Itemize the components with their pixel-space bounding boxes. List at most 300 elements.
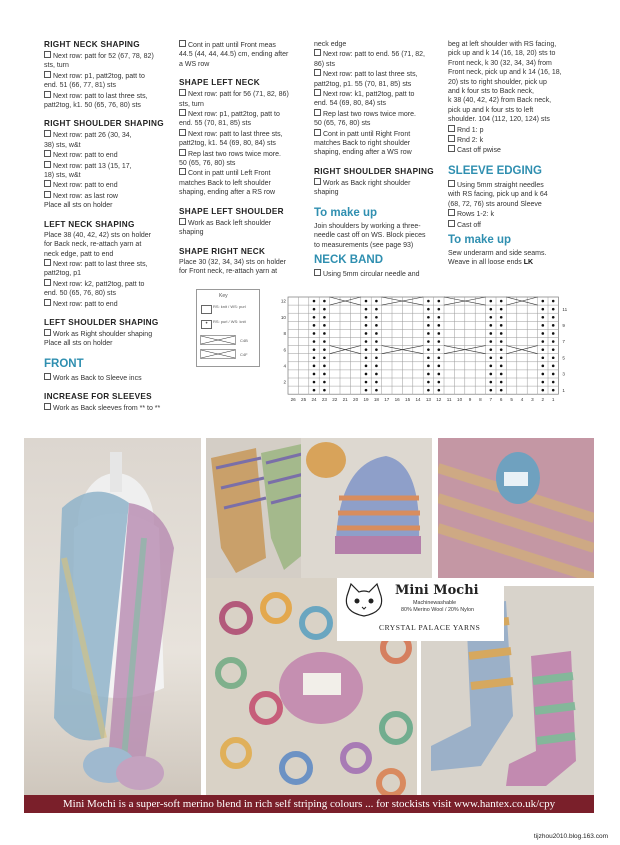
purl-stitch-dot <box>552 332 555 335</box>
column-3 <box>314 40 438 288</box>
checkbox-icon <box>314 129 321 136</box>
row-label: 5 <box>562 355 565 361</box>
text-line: Next row: patt to end <box>44 150 168 160</box>
row-label: 11 <box>562 306 568 312</box>
key-label-knit: RS: knit / WS: purl <box>213 304 246 309</box>
text-line: 50 (65, 76, 80) sts <box>179 160 236 168</box>
column-label: 14 <box>415 397 421 403</box>
purl-stitch-dot <box>313 373 316 376</box>
text-line: patt2tog, p1. 55 (70, 81, 85) sts <box>314 80 412 88</box>
text-line: Work as Back to Sleeve incs <box>44 373 168 383</box>
sleeve-edging <box>448 165 574 230</box>
purl-stitch-dot <box>490 381 493 384</box>
front-heading: FRONT <box>44 357 84 370</box>
purl-stitch-dot <box>323 332 326 335</box>
make-up-heading: To make up <box>314 206 378 219</box>
text-line: a WS row <box>179 60 210 68</box>
purl-stitch-dot <box>427 324 430 327</box>
text-line: k 38 (40, 42, 42) from Back neck, <box>448 97 552 105</box>
checkbox-icon <box>44 403 51 410</box>
purl-stitch-dot <box>490 332 493 335</box>
column-label: 2 <box>541 397 545 403</box>
text-line: and k four sts to Back neck, <box>448 88 534 96</box>
checkbox-icon <box>44 161 51 168</box>
final-line: Weave in all loose ends LK <box>448 259 534 267</box>
checkbox-icon <box>448 209 455 216</box>
checkbox-icon <box>314 178 321 185</box>
purl-stitch-dot <box>500 324 503 327</box>
column-label: 25 <box>301 397 307 403</box>
column-label: 16 <box>394 397 400 403</box>
chart-key <box>196 289 260 367</box>
text-line: Next row: patt for 56 (71, 82, 86) <box>179 89 303 99</box>
text-line: Rep last two rows twice more. <box>314 109 438 119</box>
section-heading: SHAPE LEFT NECK <box>179 78 260 88</box>
right-neck-cont <box>314 40 438 158</box>
text-line: shaping <box>314 189 339 197</box>
purl-stitch-dot <box>365 356 368 359</box>
purl-stitch-dot <box>313 348 316 351</box>
purl-stitch-dot <box>323 365 326 368</box>
footer-banner: Mini Mochi is a super-soft merino blend in rich self striping colours ... for stockists visit www.hantex.co.uk/cpy <box>24 795 594 813</box>
text-line: shaping <box>179 229 204 237</box>
row-label: 4 <box>283 363 286 369</box>
checkbox-icon <box>179 149 186 156</box>
text-line: Rnd 2: k <box>448 135 574 145</box>
purl-stitch-dot <box>542 381 545 384</box>
key-label-purl: RS: purl / WS: knit <box>213 319 246 324</box>
cat-logo-icon <box>341 582 387 620</box>
brand-name: Mini Mochi <box>395 583 479 598</box>
text-line: end. 55 (70, 81, 85) sts <box>179 120 251 128</box>
text-line: (68, 72, 76) sts around Sleeve <box>448 200 542 208</box>
purl-stitch-dot <box>365 332 368 335</box>
purl-stitch-dot <box>552 340 555 343</box>
key-title: Key <box>219 293 228 299</box>
text-line: Place all sts on holder <box>44 340 113 348</box>
purl-stitch-dot <box>375 389 378 392</box>
neck-band-cont <box>448 40 574 156</box>
purl-stitch-dot <box>490 365 493 368</box>
text-line: Join shoulders by working a three- <box>314 222 421 230</box>
purl-stitch-dot <box>490 308 493 311</box>
front-section <box>44 358 168 383</box>
column-label: 12 <box>436 397 442 403</box>
text-line: Work as Back sleeves from ** to ** <box>44 403 168 413</box>
purl-stitch-dot <box>365 389 368 392</box>
text-line: Cont in patt until Left Front <box>179 168 303 178</box>
column-label: 9 <box>468 397 472 403</box>
purl-stitch-dot <box>375 373 378 376</box>
text-line: matches Back to right shoulder <box>314 140 411 148</box>
purl-stitch-dot <box>438 308 441 311</box>
purl-stitch-dot <box>542 316 545 319</box>
column-1 <box>44 40 168 423</box>
purl-stitch-dot <box>552 308 555 311</box>
checkbox-icon <box>44 259 51 266</box>
column-label: 18 <box>373 397 379 403</box>
row-label: 2 <box>283 379 286 385</box>
text-line: for Back neck, re-attach yarn at <box>44 241 142 249</box>
purl-stitch-dot <box>323 308 326 311</box>
text-line: Next row: patt to last three sts, <box>44 259 168 269</box>
text-line: Using 5mm circular needle and <box>314 269 438 279</box>
column-label: 17 <box>384 397 390 403</box>
text-line: needle cast off on WS. Block pieces <box>314 232 426 240</box>
column-label: 5 <box>510 397 513 403</box>
purl-stitch-dot <box>500 365 503 368</box>
text-line: Next row: patt 26 (30, 34, <box>44 130 168 140</box>
brand-line1: Machinewashable <box>413 600 457 606</box>
purl-stitch-dot <box>542 300 545 303</box>
purl-stitch-dot <box>490 300 493 303</box>
purl-stitch-dot <box>313 308 316 311</box>
purl-stitch-dot <box>365 373 368 376</box>
section-heading: INCREASE FOR SLEEVES <box>44 392 152 402</box>
hat-photo <box>301 438 432 578</box>
purl-stitch-dot <box>427 332 430 335</box>
purl-stitch-dot <box>438 389 441 392</box>
purl-stitch-dot <box>323 300 326 303</box>
chart-grid <box>278 293 578 411</box>
purl-stitch-dot <box>500 348 503 351</box>
column-label: 23 <box>321 397 327 403</box>
to-make-up <box>314 207 438 250</box>
purl-stitch-dot <box>542 324 545 327</box>
purl-stitch-dot <box>375 324 378 327</box>
purl-stitch-dot <box>438 373 441 376</box>
purl-stitch-dot <box>500 389 503 392</box>
text-line: Rows 1-2: k <box>448 209 574 219</box>
text-line: 50 (65, 76, 80) sts <box>314 120 371 128</box>
column-label: 24 <box>311 397 317 403</box>
purl-stitch-dot <box>542 356 545 359</box>
text-line: Using 5mm straight needles <box>448 180 574 190</box>
purl-stitch-dot <box>323 340 326 343</box>
left-shoulder-shaping <box>44 318 168 349</box>
text-line: Next row: patt to last three sts, <box>179 129 303 139</box>
purl-stitch-dot <box>313 389 316 392</box>
column-label: 4 <box>520 397 524 403</box>
text-line: neck edge, patt to end <box>44 250 114 258</box>
checkbox-icon <box>44 329 51 336</box>
purl-stitch-dot <box>490 373 493 376</box>
text-line: Work as Back right shoulder <box>314 178 438 188</box>
row-label: 8 <box>283 331 286 337</box>
row-label: 12 <box>280 298 286 304</box>
purl-stitch-dot <box>438 300 441 303</box>
text-line: Cont in patt until Front meas <box>179 40 303 50</box>
checkbox-icon <box>448 180 455 187</box>
purl-stitch-dot <box>427 340 430 343</box>
purl-stitch-dot <box>490 356 493 359</box>
purl-stitch-dot <box>542 373 545 376</box>
section-heading: RIGHT SHOULDER SHAPING <box>314 166 434 176</box>
checkbox-icon <box>448 135 455 142</box>
text-line: patt2tog, p1 <box>44 270 81 278</box>
text-line: end. 51 (66, 77, 81) sts <box>44 82 116 90</box>
column-label: 1 <box>551 397 555 403</box>
purl-stitch-dot <box>552 348 555 351</box>
neck-band <box>314 254 438 279</box>
key-c4b-symbol <box>200 335 236 345</box>
text-line: shaping, ending after a WS row <box>314 149 412 157</box>
purl-stitch-dot <box>313 300 316 303</box>
key-c4f-symbol <box>200 349 236 359</box>
purl-stitch-dot <box>552 316 555 319</box>
text-line: Place all sts on holder <box>44 202 113 210</box>
purl-stitch-dot <box>313 316 316 319</box>
purl-stitch-dot <box>375 356 378 359</box>
shape-right-neck <box>179 247 303 277</box>
purl-stitch-dot <box>500 316 503 319</box>
text-line: 38) sts, w&t <box>44 141 81 149</box>
row-label: 10 <box>280 314 286 320</box>
checkbox-icon <box>314 89 321 96</box>
purl-stitch-dot <box>375 365 378 368</box>
row-label: 3 <box>562 371 565 377</box>
sleeve-edging-heading: SLEEVE EDGING <box>448 164 542 177</box>
column-label: 7 <box>489 397 493 403</box>
left-neck-shaping <box>44 220 168 309</box>
column-label: 22 <box>332 397 338 403</box>
purl-stitch-dot <box>365 365 368 368</box>
purl-stitch-dot <box>552 365 555 368</box>
shape-left-neck <box>179 78 303 197</box>
to-make-up-final <box>448 234 574 268</box>
column-label: 20 <box>353 397 359 403</box>
source-credit: tijzhou2010.blog.163.com <box>533 833 608 840</box>
purl-stitch-dot <box>542 308 545 311</box>
purl-stitch-dot <box>323 373 326 376</box>
column-label: 11 <box>446 397 452 403</box>
purl-stitch-dot <box>500 340 503 343</box>
purl-stitch-dot <box>542 365 545 368</box>
row-label: 9 <box>562 322 565 328</box>
purl-stitch-dot <box>552 389 555 392</box>
text-line: Work as Back left shoulder <box>179 218 303 228</box>
section-heading: LEFT NECK SHAPING <box>44 219 135 229</box>
stitch-chart <box>196 289 574 413</box>
purl-stitch-dot <box>375 332 378 335</box>
purl-stitch-dot <box>427 348 430 351</box>
checkbox-icon <box>448 145 455 152</box>
purl-stitch-dot <box>438 332 441 335</box>
text-line: Next row: p1, patt2tog, patt to <box>179 109 303 119</box>
text-line: Cast off pwise <box>448 145 574 155</box>
text-line: Cont in patt until Right Front <box>314 129 438 139</box>
checkbox-icon <box>179 168 186 175</box>
checkbox-icon <box>44 373 51 380</box>
purl-stitch-dot <box>427 316 430 319</box>
purl-stitch-dot <box>490 316 493 319</box>
right-neck-shaping <box>44 40 168 110</box>
text-line: Place 38 (40, 42, 42) sts on holder <box>44 231 152 239</box>
purl-stitch-dot <box>365 324 368 327</box>
section-heading: RIGHT SHOULDER SHAPING <box>44 119 164 129</box>
purl-stitch-dot <box>500 356 503 359</box>
text-line: Next row: patt for 52 (67, 78, 82) <box>44 51 168 61</box>
text-line: Front neck, k 30 (32, 34, 34) from <box>448 59 552 67</box>
right-shoulder-shaping-front <box>314 167 438 198</box>
checkbox-icon <box>44 130 51 137</box>
checkbox-icon <box>179 89 186 96</box>
purl-stitch-dot <box>552 373 555 376</box>
purl-stitch-dot <box>500 373 503 376</box>
section-heading: LEFT SHOULDER SHAPING <box>44 317 159 327</box>
checkbox-icon <box>179 129 186 136</box>
text-line: Sew underarm and side seams. <box>448 249 547 257</box>
column-label: 21 <box>342 397 348 403</box>
text-line: beg at left shoulder with RS facing, <box>448 41 557 48</box>
text-line: for Front neck, re-attach yarn at <box>179 267 278 275</box>
increase-for-sleeves <box>44 392 168 413</box>
text-line: end. 50 (65, 76, 80) sts <box>44 290 116 298</box>
purl-stitch-dot <box>438 365 441 368</box>
checkbox-icon <box>179 40 186 47</box>
brand-line2: 80% Merino Wool / 20% Nylon <box>401 607 475 613</box>
checkbox-icon <box>44 51 51 58</box>
purl-stitch-dot <box>323 316 326 319</box>
purl-stitch-dot <box>365 300 368 303</box>
column-label: 15 <box>405 397 411 403</box>
hat-illustration <box>301 438 432 578</box>
checkbox-icon <box>44 150 51 157</box>
blanket-photo <box>438 438 594 578</box>
text-line: Next row: patt to end <box>44 299 168 309</box>
purl-stitch-dot <box>542 348 545 351</box>
purl-stitch-dot <box>427 308 430 311</box>
neck-band-heading: NECK BAND <box>314 253 383 266</box>
purl-stitch-dot <box>313 340 316 343</box>
text-line: Next row: patt to last three sts, <box>314 69 438 79</box>
text-line: Next row: patt to end. 56 (71, 82, <box>314 49 438 59</box>
purl-stitch-dot <box>542 389 545 392</box>
signoff: LK <box>523 259 534 267</box>
text-line: Rnd 1: p <box>448 125 574 135</box>
text-line: 44.5 (44, 44, 44.5) cm, ending after <box>179 51 289 59</box>
text-line: patt2tog, k1. 54 (69, 80, 84) sts <box>179 140 276 148</box>
column-label: 19 <box>363 397 369 403</box>
text-line: Next row: patt to last three sts, <box>44 91 168 101</box>
text-line: end. 54 (69, 80, 84) sts <box>314 100 386 108</box>
text-line: to measurements (see page 93) <box>314 241 414 249</box>
purl-stitch-dot <box>552 356 555 359</box>
purl-stitch-dot <box>323 389 326 392</box>
column-label: 10 <box>457 397 463 403</box>
checkbox-icon <box>44 91 51 98</box>
purl-stitch-dot <box>375 308 378 311</box>
purl-stitch-dot <box>375 316 378 319</box>
purl-stitch-dot <box>438 340 441 343</box>
text-line: with RS facing, pick up and k 64 <box>448 191 548 199</box>
checkbox-icon <box>44 71 51 78</box>
purl-stitch-dot <box>427 381 430 384</box>
purl-stitch-dot <box>490 389 493 392</box>
purl-stitch-dot <box>313 356 316 359</box>
text-line: sts, turn <box>44 62 69 70</box>
purl-stitch-dot <box>365 381 368 384</box>
right-shoulder-shaping <box>44 119 168 210</box>
checkbox-icon <box>44 279 51 286</box>
purl-stitch-dot <box>323 356 326 359</box>
purl-stitch-dot <box>375 381 378 384</box>
front-intro <box>179 40 303 69</box>
purl-stitch-dot <box>552 381 555 384</box>
purl-stitch-dot <box>427 300 430 303</box>
checkbox-icon <box>448 220 455 227</box>
text-line: Cast off <box>448 220 574 230</box>
column-label: 13 <box>425 397 431 403</box>
text-line: pick up and k 14 (16, 18, 20) sts to <box>448 50 556 58</box>
yarn-logo <box>337 578 504 641</box>
purl-stitch-dot <box>365 316 368 319</box>
checkbox-icon <box>179 218 186 225</box>
text-line: Next row: patt to end <box>44 180 168 190</box>
checkbox-icon <box>44 191 51 198</box>
section-heading: RIGHT NECK SHAPING <box>44 40 140 49</box>
row-label: 1 <box>562 387 565 393</box>
row-label: 6 <box>283 347 286 353</box>
key-label-c4b: C4B <box>240 338 248 343</box>
text-line: sts, turn <box>179 100 204 108</box>
purl-stitch-dot <box>500 381 503 384</box>
purl-stitch-dot <box>490 340 493 343</box>
purl-stitch-dot <box>438 316 441 319</box>
purl-stitch-dot <box>427 389 430 392</box>
purl-stitch-dot <box>365 308 368 311</box>
text-line: Next row: patt 13 (15, 17, <box>44 161 168 171</box>
key-label-c4f: C4F <box>240 352 248 357</box>
purl-stitch-dot <box>375 300 378 303</box>
purl-stitch-dot <box>500 332 503 335</box>
purl-stitch-dot <box>427 373 430 376</box>
text-line: Place 30 (32, 34, 34) sts on holder <box>179 258 287 266</box>
purl-stitch-dot <box>542 332 545 335</box>
section-heading: SHAPE LEFT SHOULDER <box>179 206 284 216</box>
blanket-illustration <box>438 438 594 578</box>
maker-name: CRYSTAL PALACE YARNS <box>379 623 481 632</box>
text-line: shaping, ending after a RS row <box>179 189 276 197</box>
text-line: matches Back to left shoulder <box>179 179 271 187</box>
text-line: Next row: as last row <box>44 191 168 201</box>
purl-stitch-dot <box>542 340 545 343</box>
purl-stitch-dot <box>427 356 430 359</box>
purl-stitch-dot <box>365 348 368 351</box>
column-2 <box>179 40 303 285</box>
purl-stitch-dot <box>323 381 326 384</box>
checkbox-icon <box>44 299 51 306</box>
checkbox-icon <box>448 125 455 132</box>
section-heading: SHAPE RIGHT NECK <box>179 246 266 256</box>
purl-stitch-dot <box>438 381 441 384</box>
checkbox-icon <box>314 69 321 76</box>
text-line: Next row: k1, patt2tog, patt to <box>314 89 438 99</box>
column-label: 8 <box>479 397 482 403</box>
checkbox-icon <box>179 109 186 116</box>
key-swatch-knit <box>201 305 212 314</box>
chart-grid-wrap <box>278 293 578 416</box>
purl-stitch-dot <box>313 332 316 335</box>
text-line: neck edge <box>314 41 347 48</box>
purl-stitch-dot <box>438 348 441 351</box>
column-4 <box>448 40 574 277</box>
checkbox-icon <box>314 269 321 276</box>
text-line: 86) sts <box>314 60 336 68</box>
text-line: pick up and k four sts to left <box>448 106 534 114</box>
purl-stitch-dot <box>323 348 326 351</box>
text-line: shoulder. 104 (112, 120, 124) sts <box>448 116 550 124</box>
